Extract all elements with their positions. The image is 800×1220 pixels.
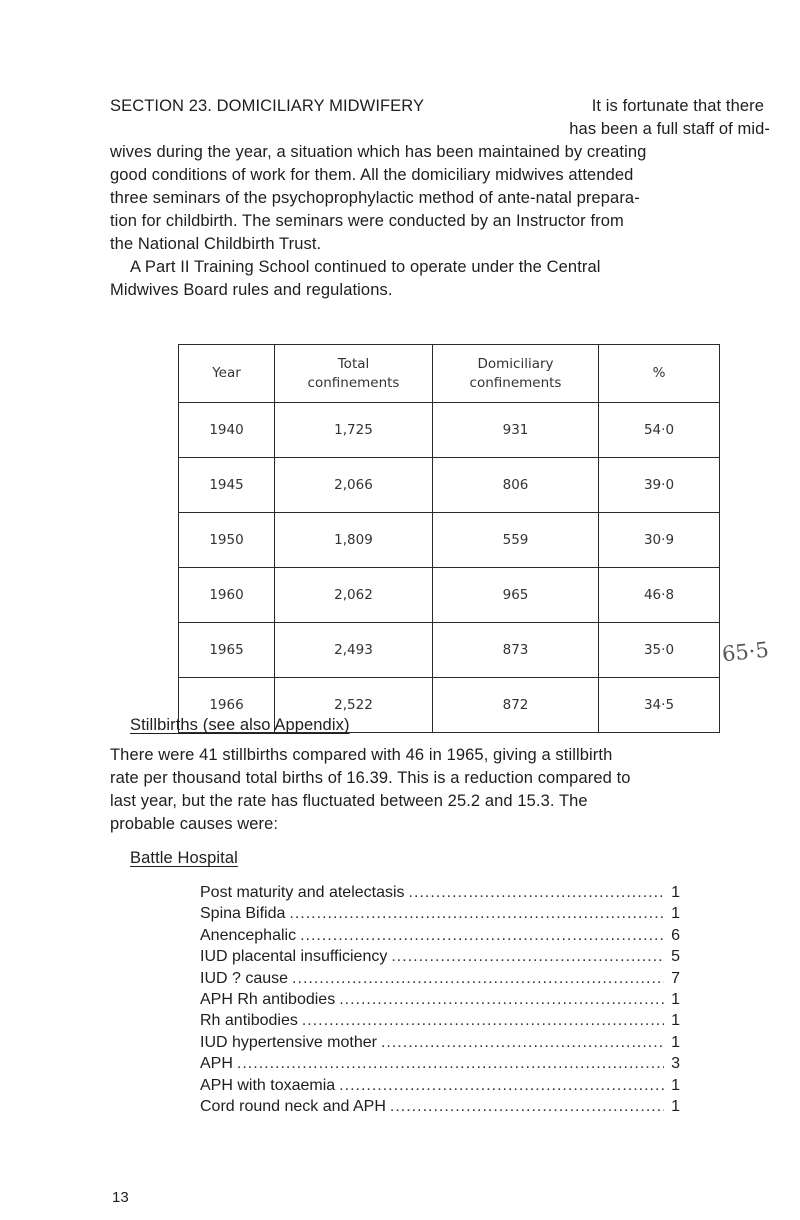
handwritten-margin-note: 65·5 <box>720 637 770 667</box>
cell-domiciliary: 965 <box>433 568 599 623</box>
cell-year: 1966 <box>179 678 275 733</box>
cell-total: 2,066 <box>275 458 433 513</box>
cell-domiciliary: 559 <box>433 513 599 568</box>
table-row <box>179 403 720 458</box>
list-item: Anencephalic ..... 6 <box>200 925 680 946</box>
confinements-table <box>178 344 720 733</box>
list-item: Cord round neck and APH ..... 1 <box>200 1096 680 1117</box>
list-item: Spina Bifida ..... 1 <box>200 903 680 924</box>
stillbirths-text-line: last year, but the rate has fluctuated between 25.2 and 15.3. The <box>110 792 588 810</box>
cell-year: 1945 <box>179 458 275 513</box>
list-item: Post maturity and atelectasis ..... 1 <box>200 882 680 903</box>
list-item: IUD hypertensive mother ..... 1 <box>200 1032 680 1053</box>
cell-percent: 39·0 <box>599 458 720 513</box>
cell-percent: 54·0 <box>599 403 720 458</box>
section-text-line: the National Childbirth Trust. <box>110 235 322 253</box>
stillbirths-heading: Stillbirths (see also Appendix) <box>130 716 350 734</box>
list-item: IUD placental insufficiency ..... 5 <box>200 946 680 967</box>
table-row <box>179 568 720 623</box>
list-item: Rh antibodies ..... 1 <box>200 1010 680 1031</box>
header-percent: % <box>599 345 720 403</box>
cell-year: 1950 <box>179 513 275 568</box>
header-domiciliary-confinements: Domiciliary confinements <box>433 345 599 403</box>
battle-hospital-heading: Battle Hospital <box>130 849 238 867</box>
list-item: APH Rh antibodies ..... 1 <box>200 989 680 1010</box>
stillbirths-text-line: rate per thousand total births of 16.39. This is a reduction compared to <box>110 769 631 787</box>
cell-percent: 30·9 <box>599 513 720 568</box>
cell-year: 1960 <box>179 568 275 623</box>
section-text-line: good conditions of work for them. All the domiciliary midwives attended <box>110 166 634 184</box>
list-item: APH with toxaemia ..... 1 <box>200 1075 680 1096</box>
section-first-line <box>110 95 770 117</box>
section-text-line: Midwives Board rules and regulations. <box>110 281 393 299</box>
section-text-line: A Part II Training School continued to operate under the Central <box>130 258 601 276</box>
table-row <box>179 513 720 568</box>
section-text-start: It is fortunate that there <box>591 97 764 115</box>
cell-year: 1965 <box>179 623 275 678</box>
section-text-line: has been a full staff of mid- <box>569 120 770 138</box>
cell-year: 1940 <box>179 403 275 458</box>
stillbirths-text-line: There were 41 stillbirths compared with 46 in 1965, giving a stillbirth <box>110 746 613 764</box>
cell-total: 1,725 <box>275 403 433 458</box>
cell-domiciliary: 931 <box>433 403 599 458</box>
header-total-confinements: Total confinements <box>275 345 433 403</box>
cell-domiciliary: 873 <box>433 623 599 678</box>
section-text-line: three seminars of the psychoprophylactic method of ante-natal prepara- <box>110 189 640 207</box>
list-item: IUD ? cause ..... 7 <box>200 968 680 989</box>
section-heading: SECTION 23. DOMICILIARY MIDWIFERY <box>110 97 425 115</box>
cell-total: 2,493 <box>275 623 433 678</box>
table-row <box>179 623 720 678</box>
cell-percent: 35·0 <box>599 623 720 678</box>
stillbirths-text-line: probable causes were: <box>110 815 279 833</box>
cell-total: 2,522 <box>275 678 433 733</box>
page-number: 13 <box>112 1189 129 1206</box>
cell-percent: 34·5 <box>599 678 720 733</box>
cell-total: 1,809 <box>275 513 433 568</box>
cell-domiciliary: 806 <box>433 458 599 513</box>
header-year: Year <box>179 345 275 403</box>
table-header-row <box>179 345 720 403</box>
cell-total: 2,062 <box>275 568 433 623</box>
table-row <box>179 458 720 513</box>
section-text-line: tion for childbirth. The seminars were conducted by an Instructor from <box>110 212 624 230</box>
list-item: APH ..... 3 <box>200 1053 680 1074</box>
cell-domiciliary: 872 <box>433 678 599 733</box>
causes-list <box>200 882 680 1117</box>
cell-percent: 46·8 <box>599 568 720 623</box>
section-text-line: wives during the year, a situation which has been maintained by creating <box>110 143 647 161</box>
